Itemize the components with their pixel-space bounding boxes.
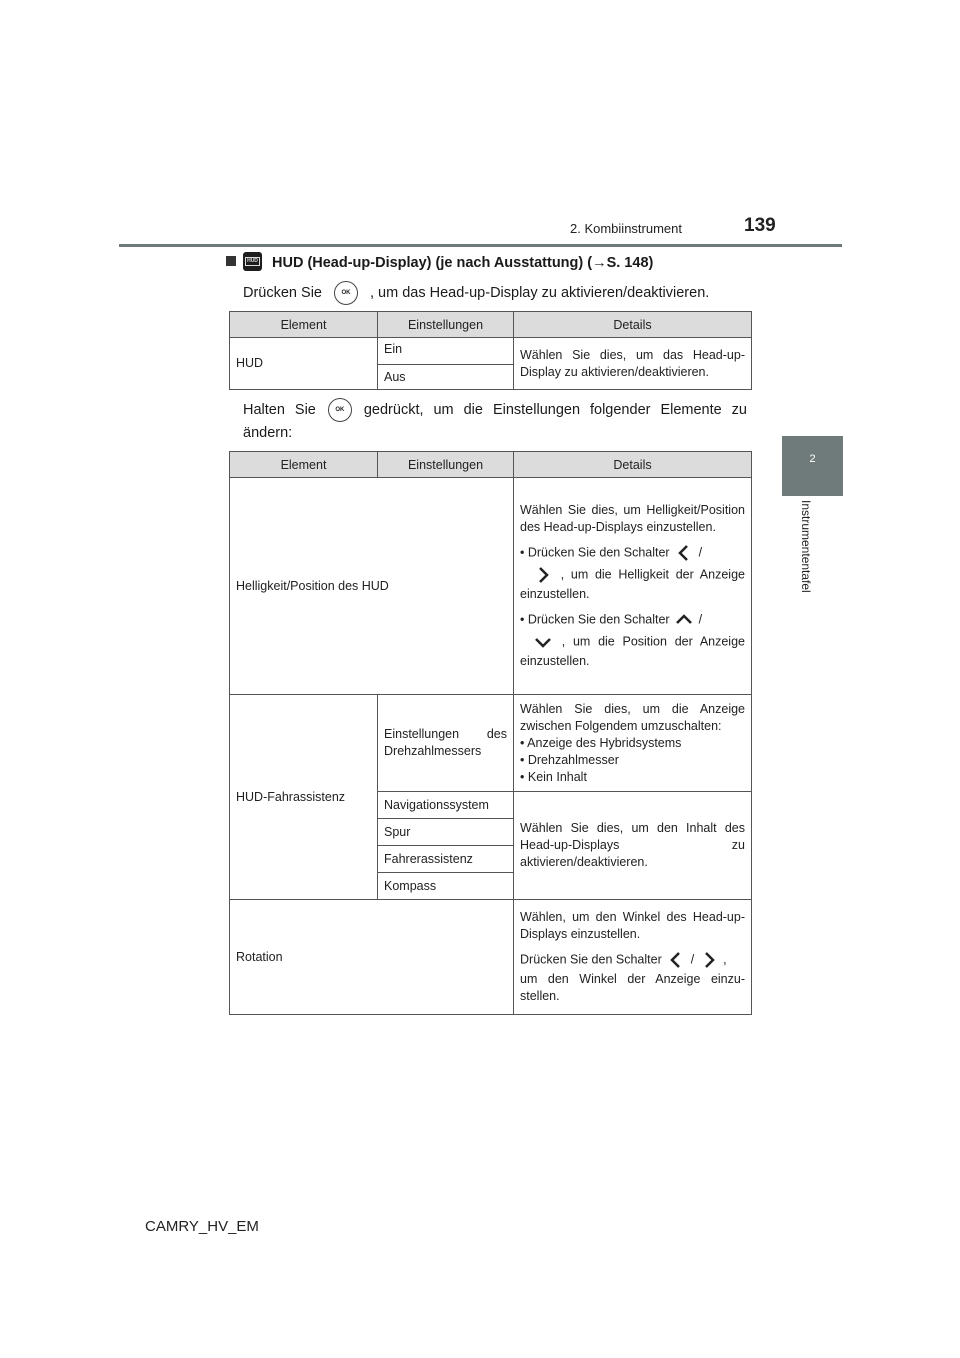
cell-element: Helligkeit/Position des HUD [230,478,514,695]
cell-setting: Navigationssystem [378,792,514,819]
details-bullet [520,609,745,670]
separator-text: / [698,612,703,627]
cell-setting: Kompass [378,873,514,900]
cell-setting: Aus [378,365,514,390]
details-instruction [520,949,745,1005]
column-header-details: Details [514,312,752,338]
chapter-label: Instrumententafel [799,500,813,593]
chevron-up-icon [673,609,695,631]
hud-settings-table [229,451,752,1015]
list-item-text: Anzeige des Hybridsystems [527,735,682,750]
chevron-right-icon [532,564,554,586]
section-title: HUD (Head-up-Display) (je nach Ausstattung) (→S. 148) [272,255,654,271]
chapter-tab-rule [782,494,843,496]
page-number: 139 [744,215,776,236]
section-heading [226,252,653,271]
chevron-left-icon [673,542,695,564]
bullet-text: • Drücken Sie den Schalter [520,612,670,627]
instruction-text: Drücken Sie [243,284,322,301]
separator-text: / [690,952,695,967]
chapter-tab [782,436,843,494]
list-item: • Kein Inhalt [520,769,587,784]
separator-text: / [698,545,703,560]
list-item-text: Drehzahlmesser [527,752,619,767]
chevron-left-icon [665,949,687,971]
column-header-element: Element [230,312,378,338]
details-intro: Wählen Sie dies, um die Anzeige zwischen Folgendem umzuschalten: [520,701,745,733]
bullet-text: • Drücken Sie den Schalter [520,545,670,560]
cell-details [514,478,752,695]
cell-details [514,900,752,1015]
cell-details: Wählen Sie dies, um den Inhalt des Head-up-Displays zu aktivieren/deaktivieren. [514,792,752,900]
list-item-text: Kein Inhalt [527,769,587,784]
instruction-text: gedrückt, um die Einstellungen folgender Elemente zu ändern: [243,401,747,441]
column-header-settings: Einstellungen [378,312,514,338]
cell-details: Wählen Sie dies, um das Head-up-Display zu aktivieren/deaktivieren. [514,338,752,390]
cell-setting: Fahrerassistenz [378,846,514,873]
list-item: • Anzeige des Hybridsystems [520,735,682,750]
instruction-text: , um das Head-up-Display zu aktivieren/deaktivieren. [369,284,710,301]
cell-details [514,695,752,792]
header-rule [119,244,842,247]
chapter-number: 2 [809,453,816,465]
cell-setting: Spur [378,819,514,846]
separator-text: , [723,952,727,967]
hud-table [229,311,752,390]
details-intro: Wählen Sie dies, um Helligkeit/Position des Head-up-Displays einzustellen. [520,503,745,534]
bullet-text: , um die Helligkeit der Anzeige einzustellen. [520,567,745,601]
chevron-right-icon [698,949,720,971]
column-header-element: Element [230,452,378,478]
column-header-settings: Einstellungen [378,452,514,478]
ok-button-icon: OK [334,281,358,305]
document-code: CAMRY_HV_EM [145,1218,259,1235]
cell-element: HUD [230,338,378,390]
instruction-text: Halten Sie [243,401,316,418]
section-bullet-icon [226,256,236,266]
column-header-details: Details [514,452,752,478]
running-header: 2. Kombiinstrument [570,221,682,236]
instruction-press-ok [243,281,709,305]
instruction-text: um den Winkel der Anzeige einzu-stellen. [520,972,745,1003]
instruction-hold-ok [243,398,747,444]
chevron-down-icon [532,631,554,653]
ok-button-icon: OK [328,398,352,422]
instruction-text: Drücken Sie den Schalter [520,952,662,967]
cell-element: HUD-Fahrassistenz [230,695,378,900]
cell-element: Rotation [230,900,514,1015]
hud-icon: HUD [243,252,262,271]
bullet-text: , um die Position der Anzeige einzustellen. [520,634,745,668]
cell-setting: Einstellungen des Drehzahlmessers [378,695,514,792]
list-item: • Drehzahlmesser [520,752,619,767]
details-bullet [520,542,745,603]
details-intro: Wählen, um den Winkel des Head-up-Displays einzustellen. [520,910,745,941]
cell-setting: Ein [378,338,514,365]
